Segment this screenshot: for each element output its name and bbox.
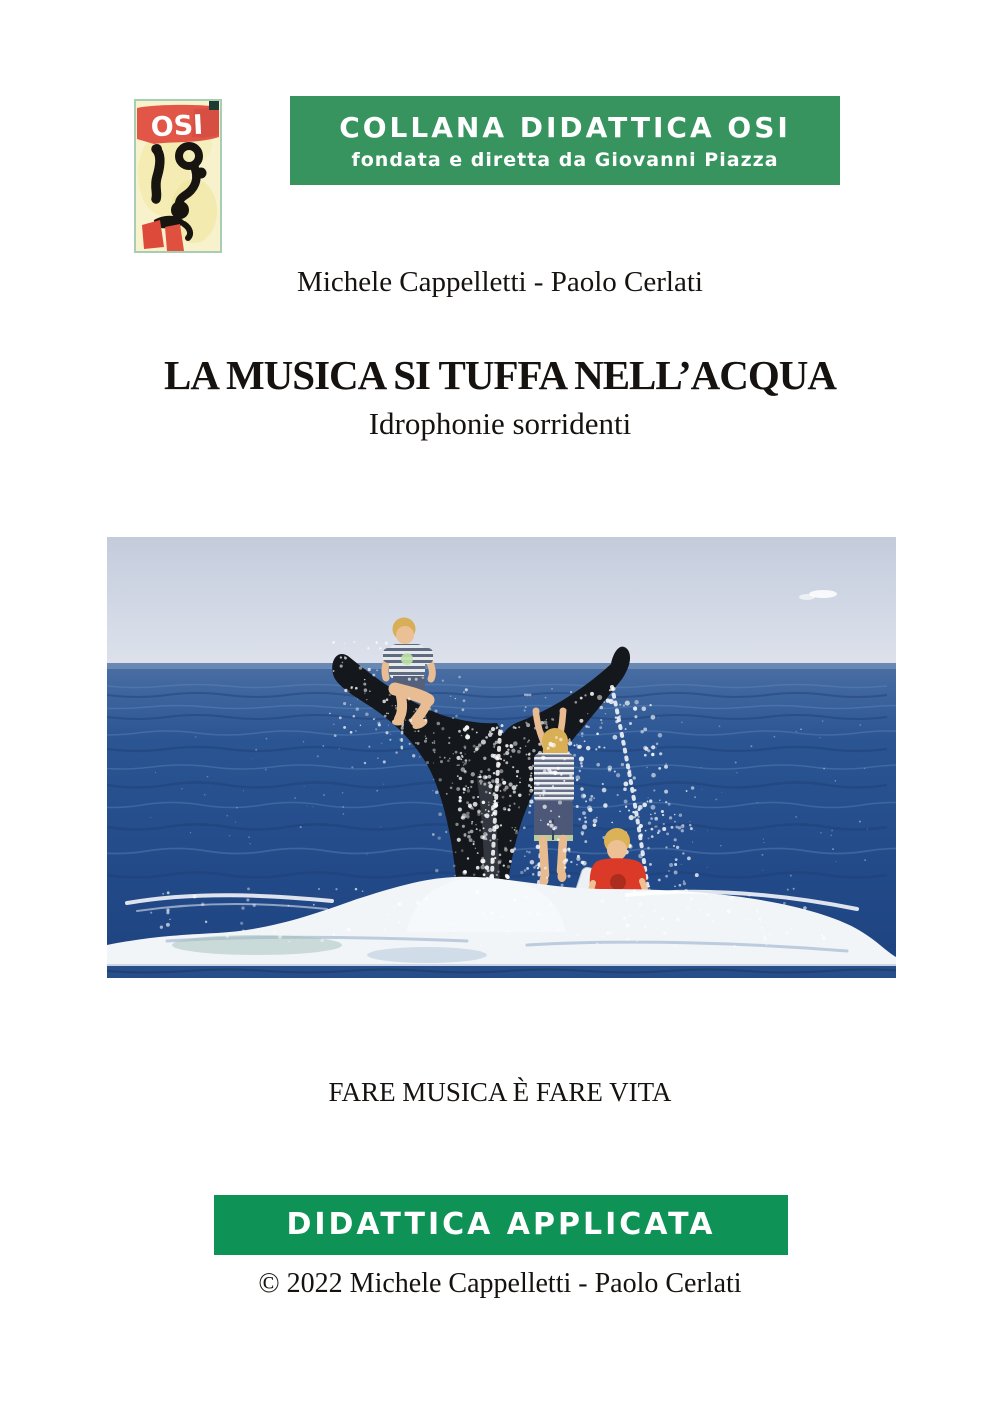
- logo-text: OSI: [149, 109, 204, 144]
- foam-teal-patch: [172, 935, 342, 955]
- logo-corner-square: [209, 101, 219, 110]
- category-label: DIDATTICA APPLICATA: [286, 1207, 716, 1242]
- series-banner: [290, 96, 840, 185]
- cover-photo: [107, 537, 896, 978]
- series-title: COLLANA DIDATTICA OSI: [339, 110, 791, 144]
- foam-edge-line: [107, 964, 896, 966]
- copyright-line: © 2022 Michele Cappelletti - Paolo Cerlati: [258, 1268, 742, 1299]
- authors-line: Michele Cappelletti - Paolo Cerlati: [297, 266, 703, 298]
- category-banner: [214, 1195, 788, 1255]
- book-title: LA MUSICA SI TUFFA NELL’ACQUA: [164, 352, 836, 398]
- motto-line: FARE MUSICA È FARE VITA: [328, 1077, 672, 1107]
- series-subtitle: fondata e diretta da Giovanni Piazza: [351, 148, 779, 171]
- book-subtitle: Idrophonie sorridenti: [368, 406, 632, 441]
- foam-blue-patch: [367, 947, 487, 963]
- cloud: [799, 594, 815, 600]
- horizon-haze: [107, 663, 896, 669]
- osi-logo: [134, 99, 222, 253]
- sky: [107, 537, 896, 667]
